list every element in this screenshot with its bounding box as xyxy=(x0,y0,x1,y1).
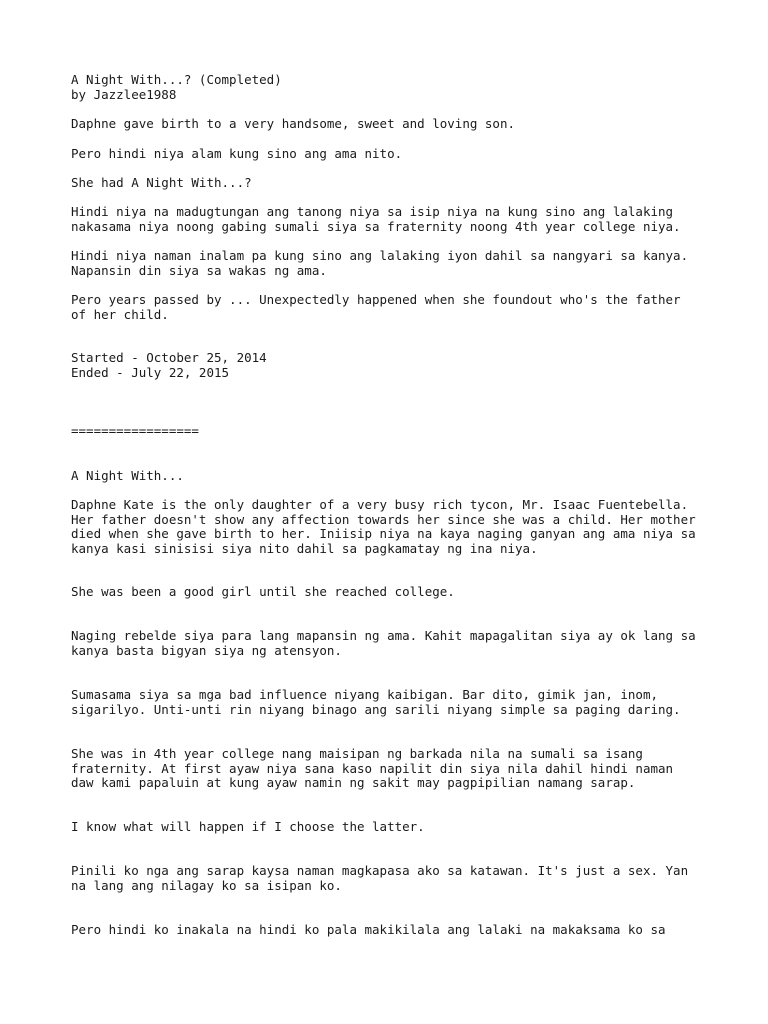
text-line: kanya kasi sinisisi siya nito dahil sa pagkamatay ng ina niya. xyxy=(71,540,538,556)
text-line: of her child. xyxy=(71,306,169,322)
text-line: Sumasama siya sa mga bad influence niyang kaibigan. Bar dito, gimik jan, inom, xyxy=(71,687,658,702)
text-line: Hindi niya naman inalam pa kung sino ang lalaking iyon dahil sa nangyari sa kanya. xyxy=(71,248,689,263)
text-line: Hindi niya na madugtungan ang tanong niya sa isip niya na kung sino ang lalaking xyxy=(71,204,674,219)
text-line: She was been a good girl until she reached college. xyxy=(71,584,455,599)
text-line: Pero years passed by ... Unexpectedly happened when she foundout who's the father xyxy=(71,292,681,307)
text-line: Naging rebelde siya para lang mapansin ng ama. Kahit mapagalitan siya ay ok lang sa xyxy=(71,628,696,643)
text-line: She was in 4th year college nang maisipan ng barkada nila na sumali sa isang xyxy=(71,746,643,761)
text-line: daw kami papaluin at kung ayaw namin ng sakit may pagpipilian namang sarap. xyxy=(71,775,636,790)
text-line: Napansin din siya sa wakas ng ama. xyxy=(71,262,327,278)
section-separator: ================= xyxy=(71,423,199,438)
text-line: na lang ang nilagay ko sa isipan ko. xyxy=(71,877,342,893)
text-line: Pero hindi niya alam kung sino ang ama nito. xyxy=(71,146,403,161)
text-line: Pinili ko nga ang sarap kaysa naman magkapasa ako sa katawan. It's just a sex. Yan xyxy=(71,863,689,878)
chapter-title: A Night With... xyxy=(71,468,184,483)
story-title: A Night With...? (Completed) xyxy=(71,72,282,87)
text-line: Pero hindi ko inakala na hindi ko pala makikilala ang lalaki na makaksama ko sa xyxy=(71,922,666,937)
story-author: by Jazzlee1988 xyxy=(71,86,177,102)
end-date: Ended - July 22, 2015 xyxy=(71,364,230,380)
start-date: Started - October 25, 2014 xyxy=(71,350,267,365)
text-line: died when she gave birth to her. Iniisip niya na kaya naging ganyan ang ama niya sa xyxy=(71,526,696,541)
text-line: I know what will happen if I choose the latter. xyxy=(71,819,425,834)
text-line: Daphne gave birth to a very handsome, sweet and loving son. xyxy=(71,116,516,131)
text-line: nakasama niya noong gabing sumali siya sa fraternity noong 4th year college niya. xyxy=(71,218,681,234)
text-line: fraternity. At first ayaw niya sana kaso napilit din siya nila dahil hindi naman xyxy=(71,760,674,776)
text-line: kanya basta bigyan siya ng atensyon. xyxy=(71,642,342,658)
text-line: She had A Night With...? xyxy=(71,175,252,190)
text-line: sigarilyo. Unti-unti rin niyang binago ang sarili niyang simple sa paging daring. xyxy=(71,701,681,717)
text-line: Daphne Kate is the only daughter of a very busy rich tycon, Mr. Isaac Fuentebella. xyxy=(71,497,689,512)
text-line: Her father doesn't show any affection towards her since she was a child. Her mother xyxy=(71,511,696,527)
